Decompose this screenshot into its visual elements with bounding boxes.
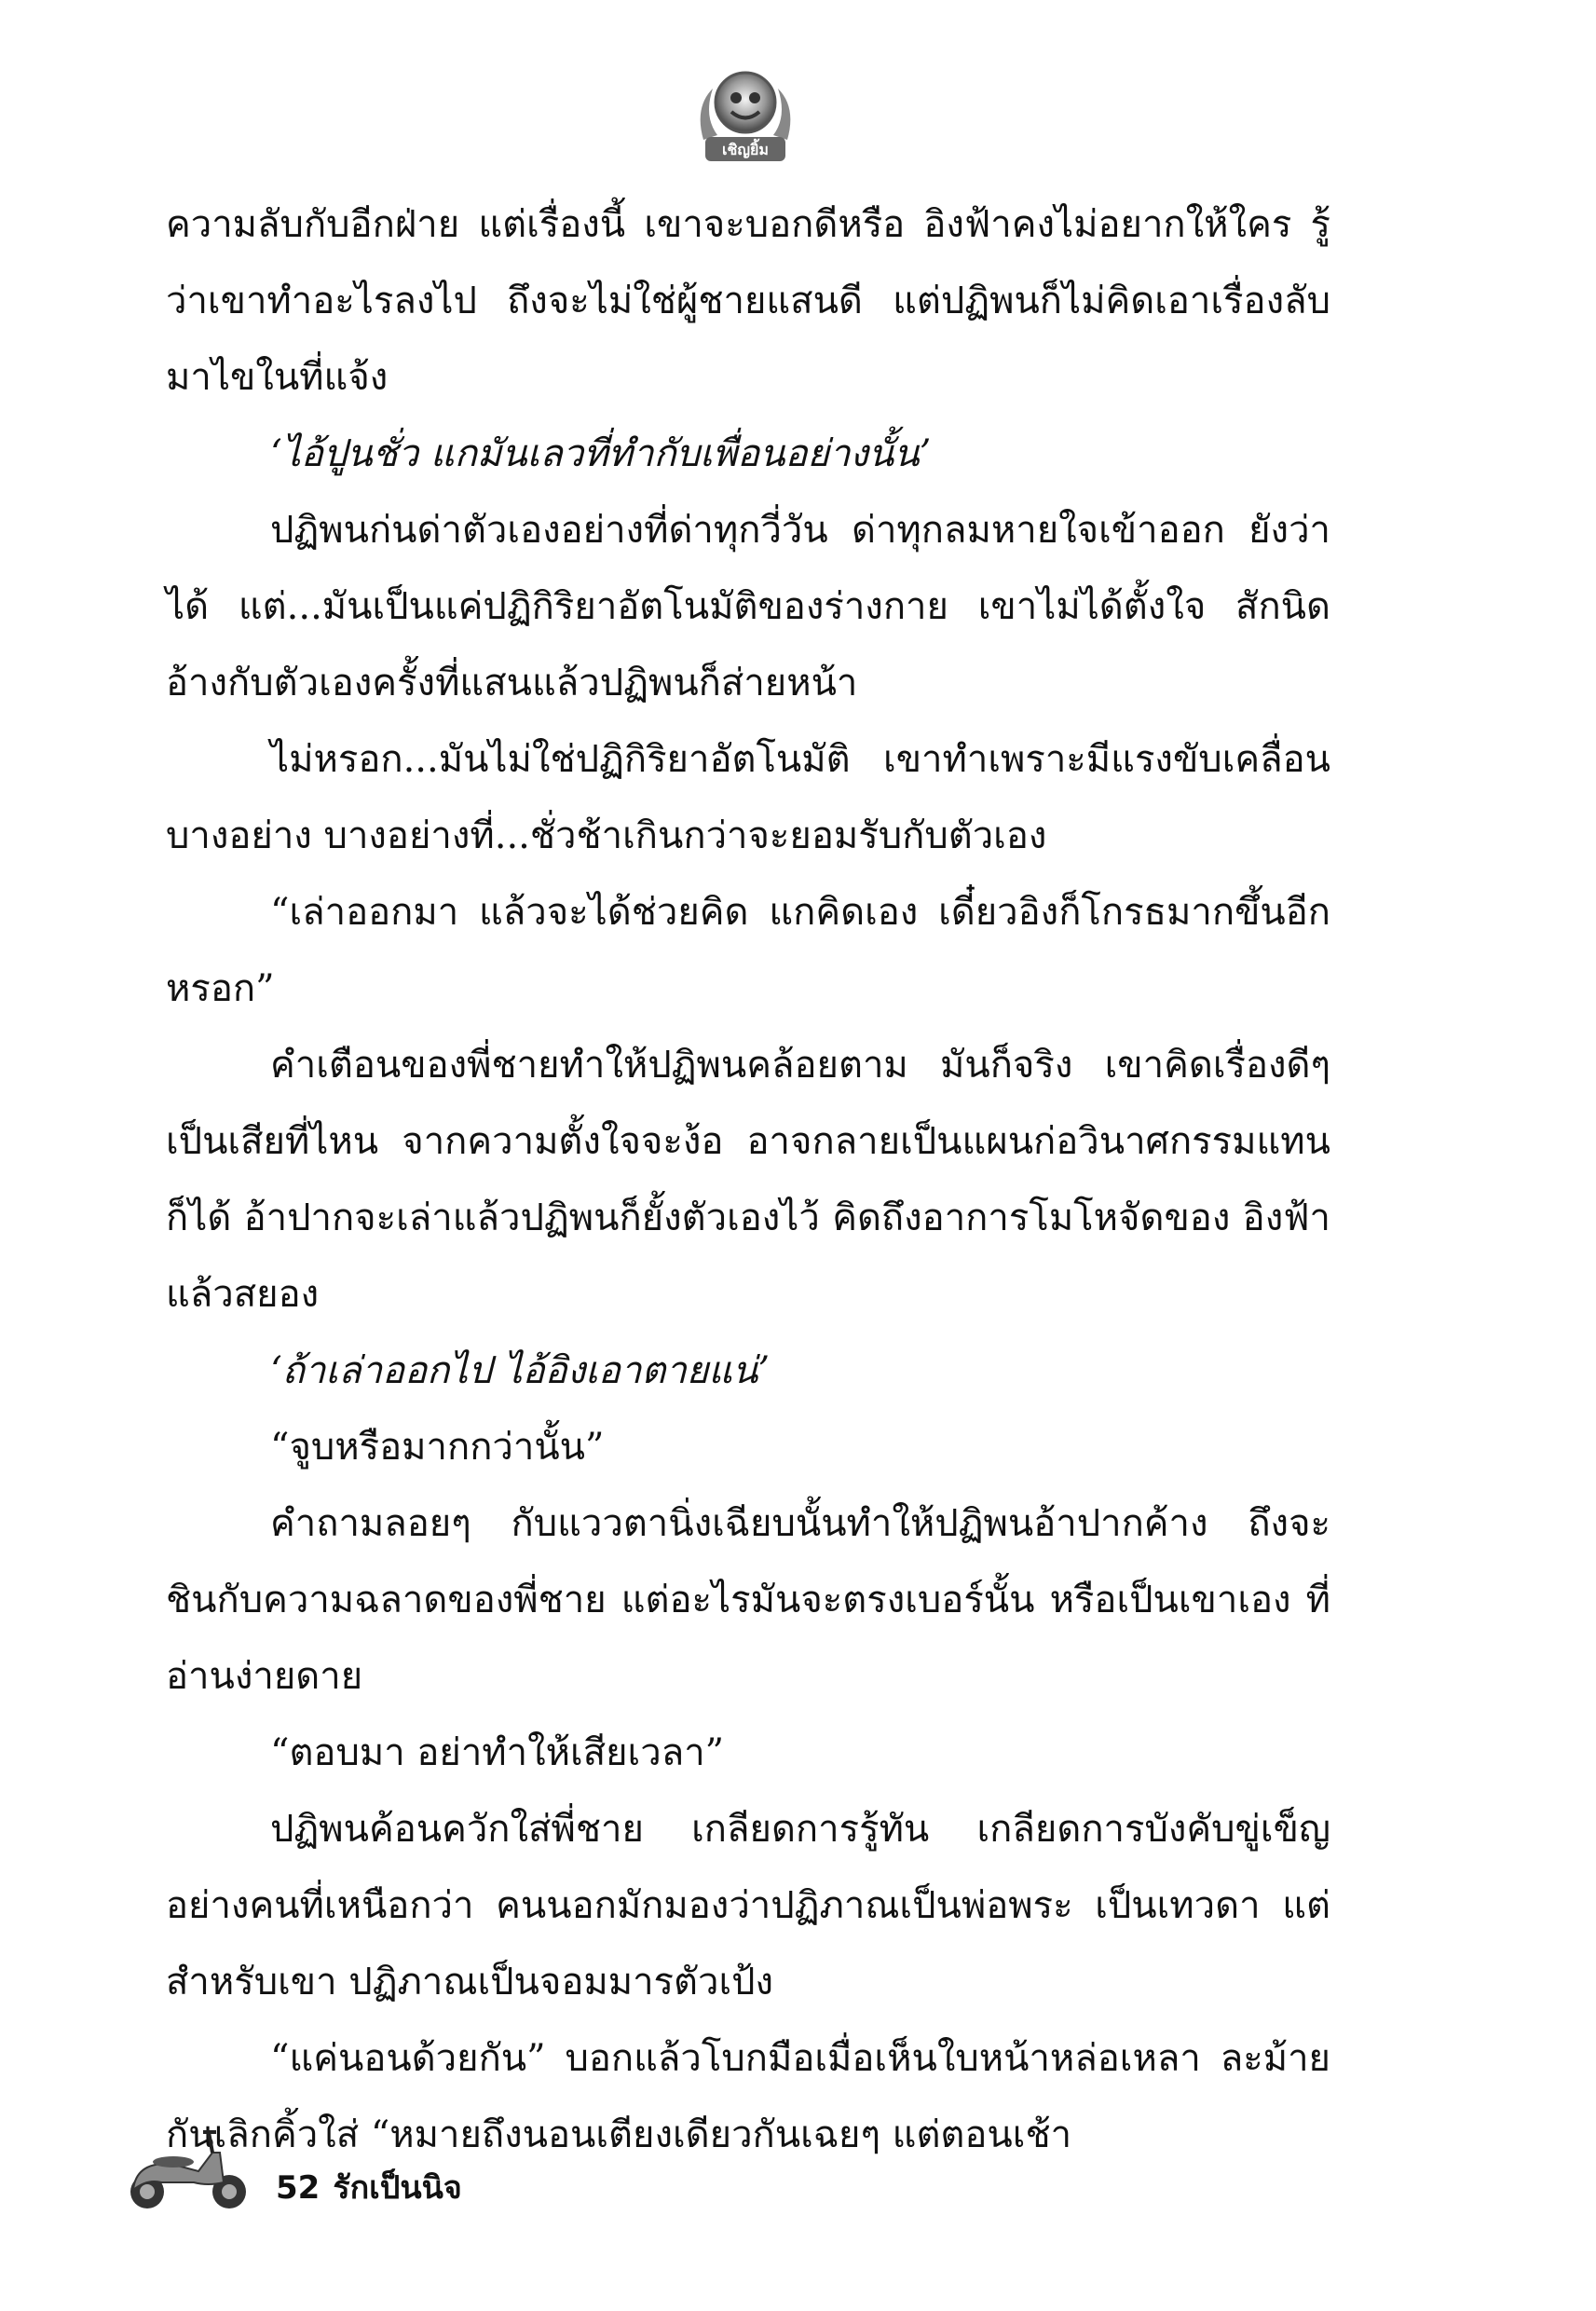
page-footer xyxy=(119,2125,678,2208)
paragraph: “เล่าออกมา แล้วจะได้ช่วยคิด แกคิดเอง เดี๋ยวอิงก็โกรธมากขึ้นอีก หรอก” xyxy=(166,891,1330,1010)
paragraph: คำถามลอยๆ กับแววตานิ่งเฉียบนั้นทำให้ปฏิพนอ้าปากค้าง ถึงจะ ชินกับความฉลาดของพี่ชาย แต่อะไรมันจะตรงเบอร์นั้น หรือเป็นเขาเอง ที่อ่านง่ายดาย xyxy=(166,1502,1330,1698)
thought-line: ‘ถ้าเล่าออกไป ไอ้อิงเอาตายแน่’ xyxy=(270,1349,771,1392)
thought-line: ‘ไอ้ปูนชั่ว แกมันเลวที่ทำกับเพื่อนอย่างนั้น’ xyxy=(270,432,932,475)
publisher-logo xyxy=(685,51,806,172)
footer-text xyxy=(276,2162,475,2212)
paragraph: “ตอบมา อย่าทำให้เสียเวลา” xyxy=(270,1731,725,1774)
paragraph: ปฏิพนก่นด่าตัวเองอย่างที่ด่าทุกวี่วัน ด่าทุกลมหายใจเข้าออก ยังว่าได้ แต่...มันเป็นแค่ปฏิกิริยาอัตโนมัติของร่างกาย เขาไม่ได้ตั้งใจ สักนิด อ้างกับตัวเองครั้งที่แสนแล้วปฏิพนก็ส่ายหน้า xyxy=(166,509,1330,704)
paragraph: “จูบหรือมากกว่านั้น” xyxy=(270,1426,605,1469)
paragraph: “แค่นอนด้วยกัน” บอกแล้วโบกมือเมื่อเห็นใบหน้าหล่อเหลา ละม้ายกันเลิกคิ้วใส่ “หมายถึงนอนเตียงเดียวกันเฉยๆ แต่ตอนเช้า xyxy=(166,2037,1330,2156)
book-title: รักเป็นนิจ xyxy=(333,2169,462,2207)
paragraph: ความลับกับอีกฝ่าย แต่เรื่องนี้ เขาจะบอกดีหรือ อิงฟ้าคงไม่อยากให้ใคร รู้ว่าเขาทำอะไรลงไป ถึงจะไม่ใช่ผู้ชายแสนดี แต่ปฏิพนก็ไม่คิดเอาเรื่องลับ มาไขในที่แจ้ง xyxy=(166,203,1330,399)
paragraph: คำเตือนของพี่ชายทำให้ปฏิพนคล้อยตาม มันก็จริง เขาคิดเรื่องดีๆ เป็นเสียที่ไหน จากความตั้งใจจะง้อ อาจกลายเป็นแผนก่อวินาศกรรมแทน ก็ได้ อ้าปากจะเล่าแล้วปฏิพนก็ยั้งตัวเองไว้ คิดถึงอาการโมโหจัดของ อิงฟ้าแล้วสยอง xyxy=(166,1044,1330,1316)
paragraph: ปฏิพนค้อนควักใส่พี่ชาย เกลียดการรู้ทัน เกลียดการบังคับขู่เข็ญ อย่างคนที่เหนือกว่า คนนอกมักมองว่าปฏิภาณเป็นพ่อพระ เป็นเทวดา แต่สำหรับเขา ปฏิภาณเป็นจอมมารตัวเป้ง xyxy=(166,1808,1330,2003)
body-text xyxy=(166,186,1330,2173)
scooter-icon xyxy=(119,2125,259,2213)
page-number: 52 xyxy=(276,2169,321,2207)
paragraph: ไม่หรอก...มันไม่ใช่ปฏิกิริยาอัตโนมัติ เขาทำเพราะมีแรงขับเคลื่อน บางอย่าง บางอย่างที่...ชั่วช้าเกินกว่าจะยอมรับกับตัวเอง xyxy=(166,738,1330,857)
logo-text: เชิญยิ้ม xyxy=(722,141,769,158)
